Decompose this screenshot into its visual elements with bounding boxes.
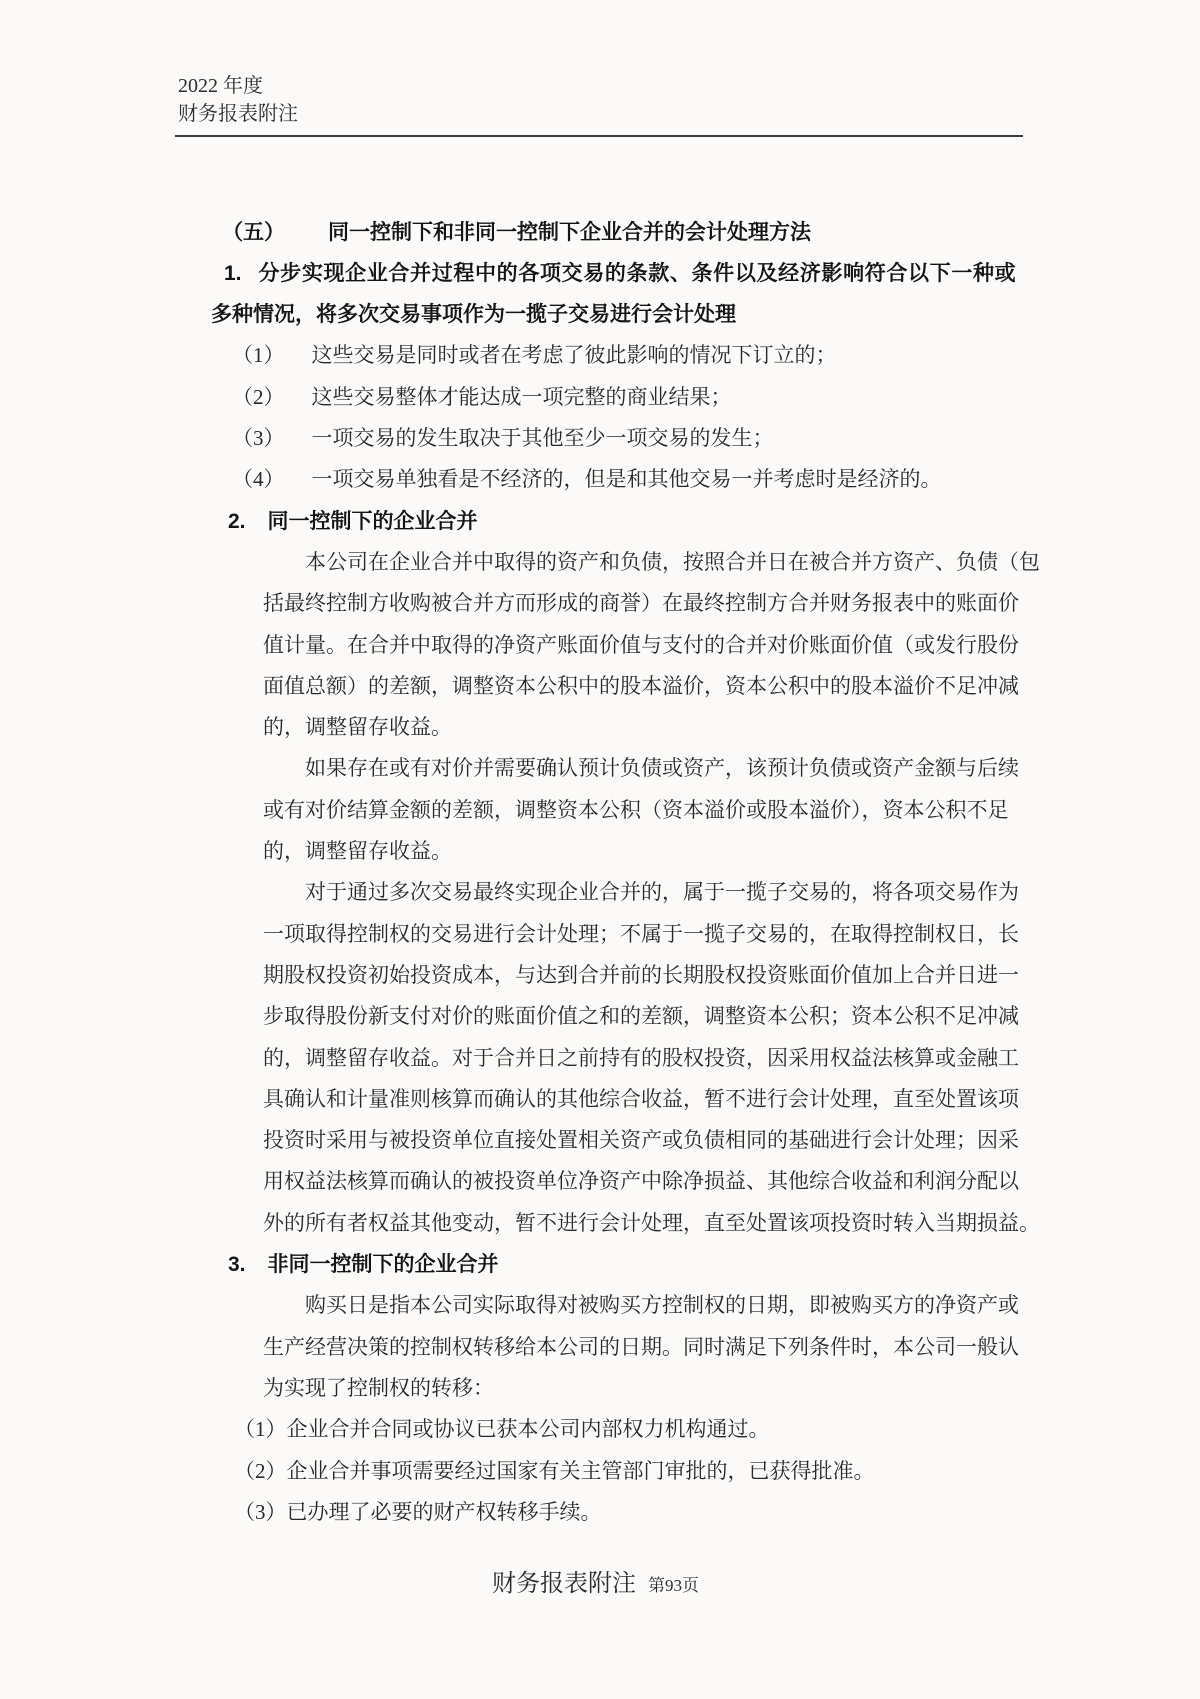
line-text: 购买日是指本公司实际取得对被购买方控制权的日期，即被购买方的净资产或: [305, 1293, 1019, 1318]
text-line: [263, 1079, 1019, 1120]
text-line: [263, 914, 1019, 955]
line-label: （2）: [232, 384, 285, 409]
line-text: 企业合并事项需要经过国家有关主管部门审批的，已获得批准。: [286, 1458, 875, 1483]
text-line: [232, 377, 732, 418]
line-text: 的，调整留存收益。: [263, 715, 452, 740]
text-line: [263, 1161, 1019, 1202]
line-text: 本公司在企业合并中取得的资产和负债，按照合并日在被合并方资产、负债（包: [305, 549, 1040, 574]
text-line: [232, 459, 942, 500]
heading-line: [224, 253, 1016, 294]
page-header: [178, 72, 298, 128]
text-line: [305, 1285, 1019, 1326]
footer-title: 财务报表附注: [492, 1571, 636, 1597]
line-text: 多种情况，将多次交易事项作为一揽子交易进行会计处理: [211, 303, 736, 327]
line-text: 如果存在或有对价并需要确认预计负债或资产，该预计负债或资产金额与后续: [305, 756, 1019, 781]
text-line: [263, 996, 1019, 1037]
line-text: 面值总额）的差额，调整资本公积中的股本溢价，资本公积中的股本溢价不足冲减: [263, 673, 1019, 698]
line-text: 分步实现企业合并过程中的各项交易的条款、条件以及经济影响符合以下一种或: [258, 261, 1017, 285]
line-text: 对于通过多次交易最终实现企业合并的，属于一揽子交易的，将各项交易作为: [305, 880, 1019, 905]
line-text: 这些交易是同时或者在考虑了彼此影响的情况下订立的；: [311, 343, 837, 368]
text-line: [263, 707, 452, 748]
line-label: 3.: [228, 1253, 246, 1276]
footer-page-number: 第93页: [648, 1576, 699, 1595]
line-text: 一项交易的发生取决于其他至少一项交易的发生；: [311, 426, 774, 450]
text-line: [263, 666, 1019, 707]
line-text: 生产经营决策的控制权转移给本公司的日期。同时满足下列条件时，本公司一般认: [263, 1334, 1019, 1359]
text-line: [263, 1368, 494, 1409]
line-text: 的，调整留存收益。: [263, 839, 452, 863]
line-label: （1）: [232, 343, 285, 368]
text-line: [263, 831, 452, 872]
text-line: [263, 583, 1019, 624]
heading-line: [228, 1244, 499, 1285]
line-text: 括最终控制方收购被合并方而形成的商誉）在最终控制方合并财务报表中的账面价: [263, 591, 1019, 616]
line-text: 的，调整留存收益。对于合并日之前持有的股权投资，因采用权益法核算或金融工: [263, 1045, 1019, 1070]
text-line: [263, 790, 1009, 831]
line-text: 同一控制下和非同一控制下企业合并的会计处理方法: [328, 220, 811, 244]
line-label: （4）: [232, 467, 285, 492]
page-footer: [492, 1563, 699, 1598]
text-line: [263, 625, 1019, 666]
line-text: 一项交易单独看是不经济的，但是和其他交易一并考虑时是经济的。: [311, 467, 942, 492]
line-text: 已办理了必要的财产权转移手续。: [286, 1499, 602, 1524]
text-line: [305, 542, 1040, 583]
line-text: 期股权投资初始投资成本，与达到合并前的长期股权投资账面价值加上合并日进一: [263, 962, 1019, 987]
line-text: 步取得股份新支付对价的账面价值之和的差额，调整资本公积；资本公积不足冲减: [263, 1004, 1019, 1029]
line-text: 投资时采用与被投资单位直接处置相关资产或负债相同的基础进行会计处理；因采: [263, 1128, 1019, 1153]
line-label: 2.: [228, 509, 246, 533]
line-label: （2）: [234, 1458, 287, 1483]
header-rule: [175, 135, 1023, 137]
heading-line: [211, 294, 736, 335]
text-line: [305, 872, 1019, 913]
header-doc-title: 财务报表附注: [178, 103, 298, 125]
line-label: （1）: [234, 1417, 287, 1442]
text-line: [263, 1203, 1040, 1244]
text-line: [263, 1120, 1019, 1161]
text-line: [234, 1492, 602, 1533]
line-text: 用权益法核算而确认的被投资单位净资产中除净损益、其他综合收益和利润分配以: [263, 1169, 1019, 1194]
header-year: 2022 年度: [178, 75, 263, 97]
line-text: 企业合并合同或协议已获本公司内部权力机构通过。: [286, 1417, 770, 1442]
line-text: 同一控制下的企业合并: [267, 509, 478, 533]
line-text: 值计量。在合并中取得的净资产账面价值与支付的合并对价账面价值（或发行股份: [263, 632, 1019, 657]
text-line: [232, 418, 774, 459]
text-line: [305, 748, 1019, 789]
line-text: 外的所有者权益其他变动，暂不进行会计处理，直至处置该项投资时转入当期损益。: [263, 1210, 1040, 1235]
text-line: [263, 955, 1019, 996]
line-text: 为实现了控制权的转移：: [263, 1375, 494, 1400]
text-line: [263, 1327, 1019, 1368]
text-line: [234, 1451, 875, 1492]
line-text: 非同一控制下的企业合并: [267, 1253, 499, 1276]
line-text: 一项取得控制权的交易进行会计处理；不属于一揽子交易的，在取得控制权日，长: [263, 921, 1019, 946]
heading-line: [222, 212, 811, 253]
line-text: 或有对价结算金额的差额，调整资本公积（资本溢价或股本溢价），资本公积不足: [263, 797, 1009, 822]
line-label: （五）: [222, 220, 285, 244]
line-label: （3）: [234, 1499, 287, 1524]
line-label: （3）: [232, 426, 285, 450]
line-label: 1.: [224, 261, 242, 285]
line-text: 这些交易整体才能达成一项完整的商业结果；: [311, 384, 732, 409]
line-text: 具确认和计量准则核算而确认的其他综合收益，暂不进行会计处理，直至处置该项: [263, 1086, 1019, 1111]
text-line: [263, 1038, 1019, 1079]
text-line: [234, 1409, 770, 1450]
text-line: [232, 335, 837, 376]
heading-line: [228, 501, 478, 542]
